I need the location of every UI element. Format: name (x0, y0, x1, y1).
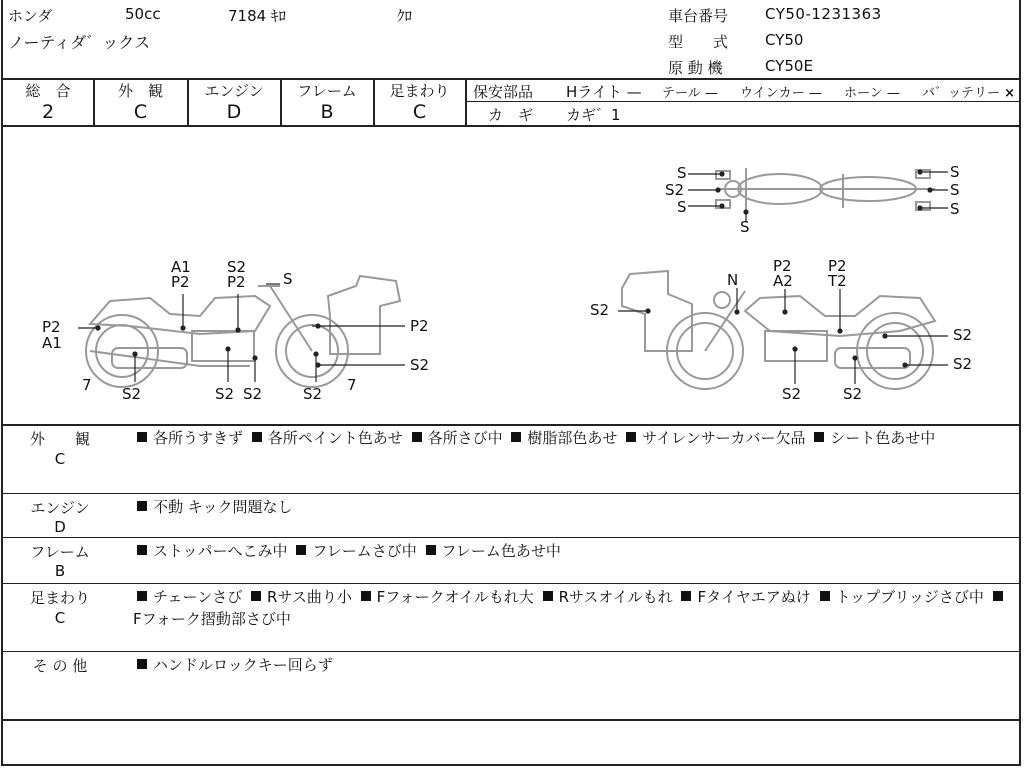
section-grade: B (54, 562, 66, 580)
diagram-label: N (727, 271, 739, 289)
safety-item: ホーン — (844, 86, 900, 101)
bullet-icon (412, 432, 422, 442)
diagram-label: S2 (953, 326, 973, 344)
bullet-icon (137, 432, 147, 442)
right-headlight (714, 292, 730, 308)
bullet-icon (814, 432, 824, 442)
section-notes: 不動 キック問題なし (133, 496, 1013, 518)
divider (1, 537, 1021, 538)
section-title: 外 観 (29, 430, 90, 448)
diagram-label: S2 (122, 385, 142, 403)
diagram-label: T2 (828, 272, 847, 290)
divider (465, 79, 467, 125)
divider (1, 719, 1021, 721)
leader-lines (78, 170, 948, 384)
diagram-label: P2 (410, 317, 429, 335)
diagram-label: S2 (843, 385, 863, 403)
key-value: カギ゛1 (566, 106, 621, 124)
exterior-grade-value: C (133, 101, 148, 123)
divider (1, 583, 1021, 584)
type-label: 型 式 (668, 33, 729, 51)
exterior-grade-label: 外 観 (117, 82, 163, 100)
displacement: 50cc (125, 5, 161, 23)
frame-number-label: 車台番号 (668, 7, 729, 25)
bullet-icon (137, 659, 147, 669)
bullet-icon (137, 545, 147, 555)
bullet-icon (511, 432, 521, 442)
engine-model-value: CY50E (765, 57, 813, 75)
engine-grade-value: D (226, 101, 242, 123)
bullet-icon (426, 545, 436, 555)
type-value: CY50 (765, 31, 804, 49)
frame-number-value: CY50-1231363 (765, 5, 882, 23)
left-engine (192, 331, 254, 361)
suspension-grade-value: C (412, 101, 427, 123)
section-notes: ストッパーへこみ中 フレームさび中 フレーム色あせ中 (133, 540, 1013, 562)
left-fork (270, 286, 312, 351)
diagram-label: P2 (42, 318, 61, 336)
diagram-label: S2 (665, 181, 685, 199)
engine-model-label: 原 動 機 (668, 59, 723, 77)
overall-grade-label: 総 合 (25, 82, 71, 100)
model-name: ノーティダ゛ックス (8, 33, 151, 52)
bullet-icon (626, 432, 636, 442)
section-grade: C (54, 450, 66, 468)
diagram-label: P2 (773, 257, 792, 275)
bullet-icon (252, 432, 262, 442)
section-grade: D (54, 518, 66, 536)
safety-item: Hライト — (566, 83, 642, 101)
left-silencer (112, 348, 187, 368)
safety-item: テール — (662, 86, 718, 101)
diagram-label: S (677, 198, 687, 216)
bullet-icon (296, 545, 306, 555)
diagram-label: S (677, 164, 687, 182)
section-notes: 各所うすきず 各所ペイント色あせ 各所さび中 樹脂部色あせ サイレンサーカバー欠品 シート色あせ中 (133, 427, 1013, 449)
diagram-label: S2 (303, 385, 323, 403)
bullet-icon (137, 501, 147, 511)
diagram-label: S2 (953, 355, 973, 373)
section-notes: チェーンさび Rサス曲り小 Fフォークオイルもれ大 Rサスオイルもれ Fタイヤエアぬけ トップブリッジさび中 Fフォーク摺動部さび中 (133, 586, 1013, 630)
divider (1, 424, 1021, 426)
diagram-label: S2 (215, 385, 235, 403)
key-label: カ ギ (488, 106, 534, 124)
right-fork (705, 291, 745, 351)
diagram-label: S2 (590, 301, 610, 319)
frame-grade-label: フレーム (297, 82, 357, 100)
diagram-label: S (950, 200, 960, 218)
left-carrier-box (328, 276, 400, 354)
diagram-label: S2 (782, 385, 802, 403)
left-exhaust (90, 351, 250, 366)
mileage: 7184 ｷﾛ (228, 7, 286, 25)
bullet-icon (251, 591, 261, 601)
diagram-label: S (950, 181, 960, 199)
diagram-label: S2 (227, 258, 247, 276)
safety-item: バ゛ッテリー × (922, 86, 1016, 101)
diagram-label: P2 (227, 273, 246, 291)
diagram-label: S2 (243, 385, 263, 403)
diagram-label: S2 (410, 356, 430, 374)
suspension-grade-label: 足まわり (389, 82, 450, 100)
diagram-label: P2 (828, 257, 847, 275)
motorcycle-left-view (86, 273, 400, 387)
color: ｸﾛ (397, 7, 413, 25)
left-rear-wheel-inner (96, 325, 148, 377)
section-notes: ハンドルロックキー回らず (133, 654, 1013, 676)
overall-grade-value: 2 (41, 101, 55, 123)
motorcycle-top-view (716, 168, 935, 210)
right-engine (765, 331, 827, 361)
maker: ホンダ (8, 7, 53, 25)
bullet-icon (361, 591, 371, 601)
bullet-icon (681, 591, 691, 601)
divider (1, 493, 1021, 494)
diagram-label: A1 (42, 334, 62, 352)
bullet-icon (820, 591, 830, 601)
safety-parts-label: 保安部品 (473, 83, 534, 101)
diagram-label: P2 (171, 273, 190, 291)
diagram-label: 7 (82, 376, 92, 394)
section-title: そ の 他 (32, 657, 88, 675)
divider (1, 651, 1021, 652)
bullet-icon (137, 591, 147, 601)
motorcycle-drawings (0, 126, 1024, 424)
engine-grade-label: エンジン (204, 82, 264, 100)
section-title: フレーム (30, 543, 90, 561)
diagram-label: S (950, 163, 960, 181)
safety-item: ウインカー — (740, 86, 822, 101)
section-grade: C (54, 609, 66, 627)
diagram-label: A2 (773, 272, 793, 290)
bullet-icon (543, 591, 553, 601)
section-title: 足まわり (29, 589, 90, 607)
section-title: エンジン (30, 499, 90, 517)
divider (466, 101, 1021, 102)
frame-grade-value: B (320, 101, 334, 123)
damage-diagram (0, 126, 1024, 424)
diagram-label: S (283, 270, 293, 288)
bullet-icon (993, 591, 1003, 601)
right-silencer (835, 348, 910, 368)
diagram-label: S (740, 218, 750, 236)
diagram-label: A1 (171, 258, 191, 276)
diagram-label: 7 (347, 376, 357, 394)
